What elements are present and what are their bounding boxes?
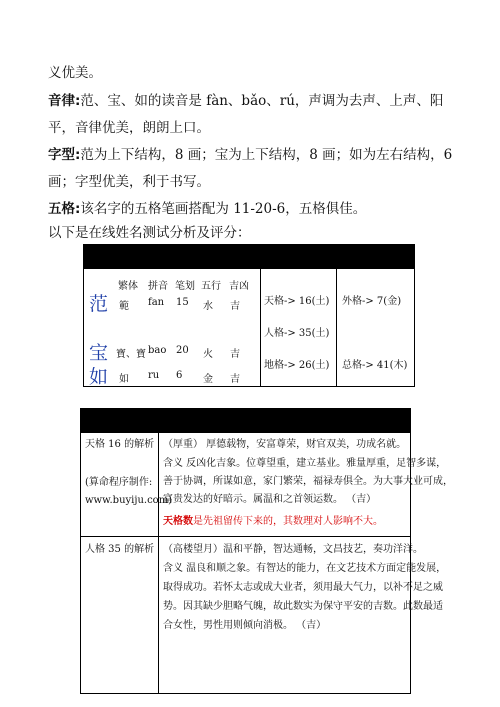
tiange-note-bold: 天格数 [163, 516, 193, 527]
name-analysis-table [83, 244, 415, 387]
renge-label: 人格 35 的解析 [85, 544, 155, 555]
table-cell: 如 [119, 374, 129, 385]
credit-line-1: (算命程序制作: [85, 477, 153, 488]
table-cell: fan [148, 297, 165, 308]
tiange-label: 天格 16 的解析 [85, 439, 155, 450]
table-cell: ru [148, 370, 160, 381]
name-char-3: 如 [89, 366, 109, 388]
table-cell: 6 [176, 370, 183, 381]
table-cell: 金 [203, 374, 213, 385]
wuge-paragraph [48, 196, 458, 223]
name-char-2: 宝 [89, 342, 109, 364]
credit-line-2: www.buyiju.com) [85, 495, 173, 506]
header-strokes: 笔划 [175, 281, 195, 292]
tiange-desc-line: 善于协调，所谋如意，家门繁荣，福禄寿俱全。为大事大业可成， [163, 476, 453, 487]
renge-desc-line: 含义 温良和顺之象。有智达的能力，在文艺技术方面定能发展， [163, 563, 447, 574]
intro-text: 以下是在线姓名测试分析及评分： [48, 225, 251, 241]
waige-value: 外格-> 7(金) [342, 296, 402, 307]
table-cell: 吉 [230, 349, 240, 360]
column-divider [260, 269, 261, 386]
table-cell: 寶、寶 [116, 349, 146, 360]
renge-value: 人格-> 35(土) [264, 328, 330, 339]
table-header-bar [81, 409, 410, 433]
tiange-desc-line: 含义 反凶化吉象。位尊望重，建立基业。雅量厚重，足智多谋， [163, 458, 447, 469]
table-cell: bao [148, 345, 167, 356]
yinlu-label: 音律: [48, 93, 81, 109]
wuge-label: 五格: [48, 201, 81, 217]
table-header-bar [84, 245, 414, 269]
table-cell: 吉 [230, 374, 240, 385]
renge-desc-line: （高楼望月）温和平静，智达通畅，文昌技艺，奏功洋洋。 [163, 544, 423, 555]
table-cell: 範 [119, 301, 129, 312]
yinlu-text-2: 平，音律优美，朗朗上口。 [48, 120, 210, 136]
row-divider [81, 536, 410, 537]
yinlu-text-1: 范、宝、如的读音是 fàn、bǎo、rú，声调为去声、上声、阳 [80, 93, 444, 109]
zixing-text-2: 画；字型优美，利于书写。 [48, 174, 210, 190]
zixing-label: 字型: [48, 147, 81, 163]
tiange-note [163, 514, 383, 530]
tiange-note-text: 是先祖留传下来的，其数理对人影响不大。 [193, 516, 383, 527]
renge-desc-line: 取得成功。若怀太志或成大业者，须用最大气力，以补不足之威 [163, 582, 443, 593]
wuge-text: 该名字的五格笔画搭配为 11-20-6，五格俱佳。 [80, 201, 367, 217]
yinlu-paragraph [48, 88, 458, 115]
name-char-1: 范 [89, 293, 109, 315]
dige-value: 地格-> 26(土) [264, 360, 330, 371]
renge-desc-line: 势。因其缺少胆略气魄，故此数实为保守平安的吉数。此数最适 [163, 601, 443, 612]
zixing-paragraph [48, 142, 458, 169]
zongge-value: 总格-> 41(木) [342, 360, 408, 371]
table-cell: 水 [203, 301, 213, 312]
analysis-detail-table [80, 408, 453, 694]
table-cell: 吉 [230, 301, 240, 312]
column-divider [336, 269, 337, 386]
zixing-text-1: 范为上下结构，8 画；宝为上下结构，8 画；如为左右结构，6 [80, 147, 453, 163]
tiange-desc-line: 富贵发达的好暗示。属温和之首领运数。 （吉） [163, 494, 377, 505]
header-traditional: 繁体 [118, 281, 138, 292]
header-element: 五行 [201, 281, 221, 292]
column-divider [158, 433, 159, 693]
header-luck: 吉凶 [229, 281, 249, 292]
text-line-1: 义优美。 [48, 65, 102, 81]
tiange-desc-line: （厚重） 厚德载物，安富尊荣，财官双美，功成名就。 [163, 439, 407, 450]
table-cell: 20 [176, 345, 189, 356]
header-pinyin: 拼音 [148, 281, 168, 292]
table-cell: 火 [203, 349, 213, 360]
renge-desc-line: 合女性，男性用则倾向消极。 （吉） [163, 620, 327, 631]
tiange-value: 天格-> 16(土) [264, 296, 330, 307]
table-cell: 15 [176, 297, 189, 308]
